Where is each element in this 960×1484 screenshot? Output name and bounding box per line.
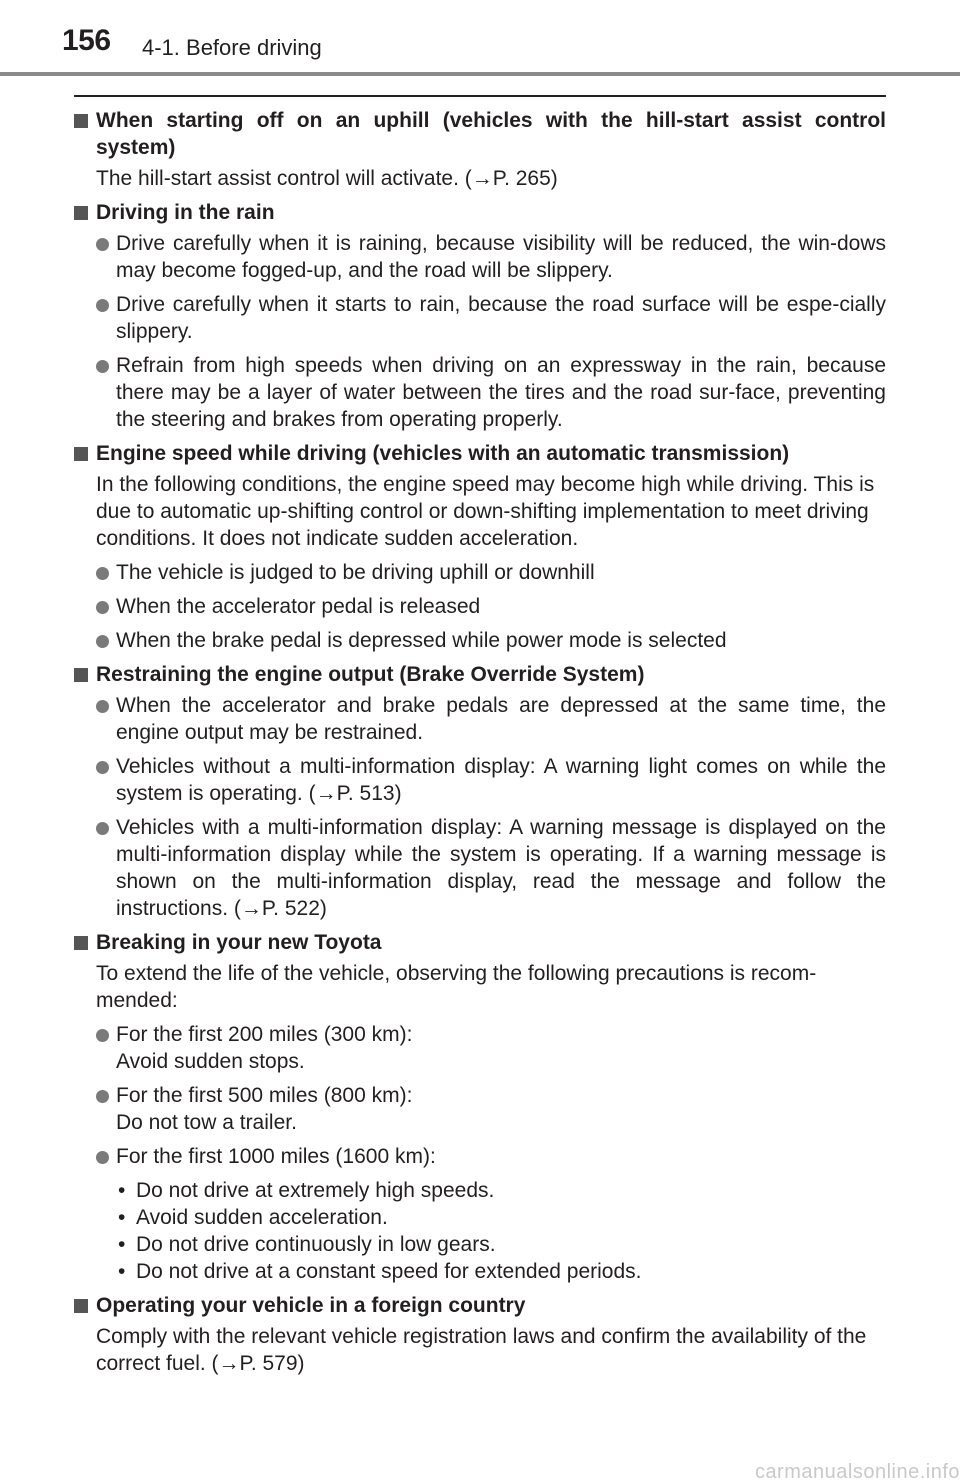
list-item bbox=[74, 291, 886, 345]
circle-bullet-icon bbox=[96, 360, 109, 373]
section-paragraph: To extend the life of the vehicle, observing the following precautions is recom-mended: bbox=[96, 962, 817, 1012]
section-foreign-country bbox=[74, 1292, 886, 1377]
section-brake-override bbox=[74, 661, 886, 922]
list-item bbox=[74, 1082, 886, 1136]
sub-list-item bbox=[74, 1204, 886, 1231]
list-item-text: When the accelerator pedal is released bbox=[116, 595, 481, 618]
circle-bullet-icon bbox=[96, 822, 109, 835]
circle-bullet-icon bbox=[96, 299, 109, 312]
square-bullet-icon bbox=[74, 114, 88, 128]
circle-bullet-icon bbox=[96, 238, 109, 251]
section-engine-speed bbox=[74, 440, 886, 654]
circle-bullet-icon bbox=[96, 567, 109, 580]
circle-bullet-icon bbox=[96, 635, 109, 648]
list-item-text: For the first 500 miles (800 km): Do not tow a trailer. bbox=[116, 1084, 413, 1134]
circle-bullet-icon bbox=[96, 1090, 109, 1103]
section-heading-text: Driving in the rain bbox=[96, 201, 275, 224]
watermark: carmanualsonline.info bbox=[754, 1461, 960, 1483]
section-paragraph: The hill-start assist control will activate. (→P. 265) bbox=[96, 167, 558, 190]
list-item-text: For the first 1000 miles (1600 km): bbox=[116, 1145, 436, 1168]
sub-list-item-text: Avoid sudden acceleration. bbox=[136, 1206, 388, 1229]
list-item bbox=[74, 559, 886, 586]
sub-list-item-text: Do not drive continuously in low gears. bbox=[136, 1233, 496, 1256]
section-heading-text: When starting off on an uphill (vehicles with the hill-start assist control system) bbox=[96, 109, 886, 159]
circle-bullet-icon bbox=[96, 761, 109, 774]
sub-list-item bbox=[74, 1177, 886, 1204]
square-bullet-icon bbox=[74, 447, 88, 461]
sub-list-item bbox=[74, 1258, 886, 1285]
section-heading bbox=[74, 1292, 886, 1319]
page-header bbox=[0, 0, 960, 80]
page-number: 156 bbox=[62, 24, 111, 57]
section-heading bbox=[74, 929, 886, 956]
section-driving-rain bbox=[74, 199, 886, 433]
list-item-text: Drive carefully when it is raining, because visibility will be reduced, the win-dows may become fogged-up, and the road will be slippery. bbox=[116, 232, 886, 282]
section-heading-text: Operating your vehicle in a foreign country bbox=[96, 1294, 526, 1317]
section-title: 4-1. Before driving bbox=[142, 35, 322, 60]
list-item-text: Vehicles without a multi-information display: A warning light comes on while the system is operating. (→P. 513) bbox=[116, 755, 886, 805]
section-heading bbox=[74, 199, 886, 226]
square-bullet-icon bbox=[74, 206, 88, 220]
sub-list bbox=[74, 1177, 886, 1285]
circle-bullet-icon bbox=[96, 601, 109, 614]
section-break-in bbox=[74, 929, 886, 1285]
list-item bbox=[74, 230, 886, 284]
content-top-rule bbox=[74, 95, 886, 97]
section-heading-text: Engine speed while driving (vehicles with an automatic transmission) bbox=[96, 442, 790, 465]
sub-list-item bbox=[74, 1231, 886, 1258]
sub-list-item-text: Do not drive at extremely high speeds. bbox=[136, 1179, 495, 1202]
list-item-text: Drive carefully when it starts to rain, because the road surface will be espe-cially slippery. bbox=[116, 293, 886, 343]
section-heading bbox=[74, 107, 886, 161]
list-item bbox=[74, 1143, 886, 1170]
section-heading bbox=[74, 661, 886, 688]
list-item bbox=[74, 352, 886, 433]
section-heading-text: Restraining the engine output (Brake Override System) bbox=[96, 663, 645, 686]
square-bullet-icon bbox=[74, 668, 88, 682]
dot-bullet-icon: • bbox=[118, 1179, 126, 1202]
list-item-text: The vehicle is judged to be driving uphill or downhill bbox=[116, 561, 595, 584]
sub-list-item-text: Do not drive at a constant speed for extended periods. bbox=[136, 1260, 642, 1283]
list-item bbox=[74, 692, 886, 746]
circle-bullet-icon bbox=[96, 1151, 109, 1164]
header-rule bbox=[0, 72, 960, 76]
dot-bullet-icon: • bbox=[118, 1233, 126, 1256]
list-item-text: Refrain from high speeds when driving on an expressway in the rain, because there may be a layer of water between the tires and the road sur-face, preventing the steering and brakes from operating properly. bbox=[116, 354, 886, 431]
list-item-text: When the brake pedal is depressed while power mode is selected bbox=[116, 629, 727, 652]
square-bullet-icon bbox=[74, 936, 88, 950]
list-item-text: For the first 200 miles (300 km): Avoid sudden stops. bbox=[116, 1023, 413, 1073]
circle-bullet-icon bbox=[96, 1029, 109, 1042]
list-item bbox=[74, 814, 886, 922]
section-heading-text: Breaking in your new Toyota bbox=[96, 931, 382, 954]
page-content bbox=[74, 107, 886, 1384]
section-paragraph: Comply with the relevant vehicle registration laws and confirm the availability of the correct fuel. (→P. 579) bbox=[96, 1325, 867, 1375]
dot-bullet-icon: • bbox=[118, 1206, 126, 1229]
list-item-text: Vehicles with a multi-information display: A warning message is displayed on the multi-information display while the system is operating. If a warning message is shown on the multi-information display, read the message and follow the instructions. (→P. 522) bbox=[116, 816, 886, 920]
circle-bullet-icon bbox=[96, 700, 109, 713]
section-paragraph: In the following conditions, the engine speed may become high while driving. This is due to automatic up-shifting control or down-shifting implementation to meet driving conditions. It does not indicate sudden acceleration. bbox=[96, 473, 875, 550]
list-item bbox=[74, 753, 886, 807]
section-hill-start bbox=[74, 107, 886, 192]
section-heading bbox=[74, 440, 886, 467]
dot-bullet-icon: • bbox=[118, 1260, 126, 1283]
list-item bbox=[74, 1021, 886, 1075]
list-item bbox=[74, 593, 886, 620]
square-bullet-icon bbox=[74, 1299, 88, 1313]
list-item bbox=[74, 627, 886, 654]
list-item-text: When the accelerator and brake pedals are depressed at the same time, the engine output may be restrained. bbox=[116, 694, 886, 744]
